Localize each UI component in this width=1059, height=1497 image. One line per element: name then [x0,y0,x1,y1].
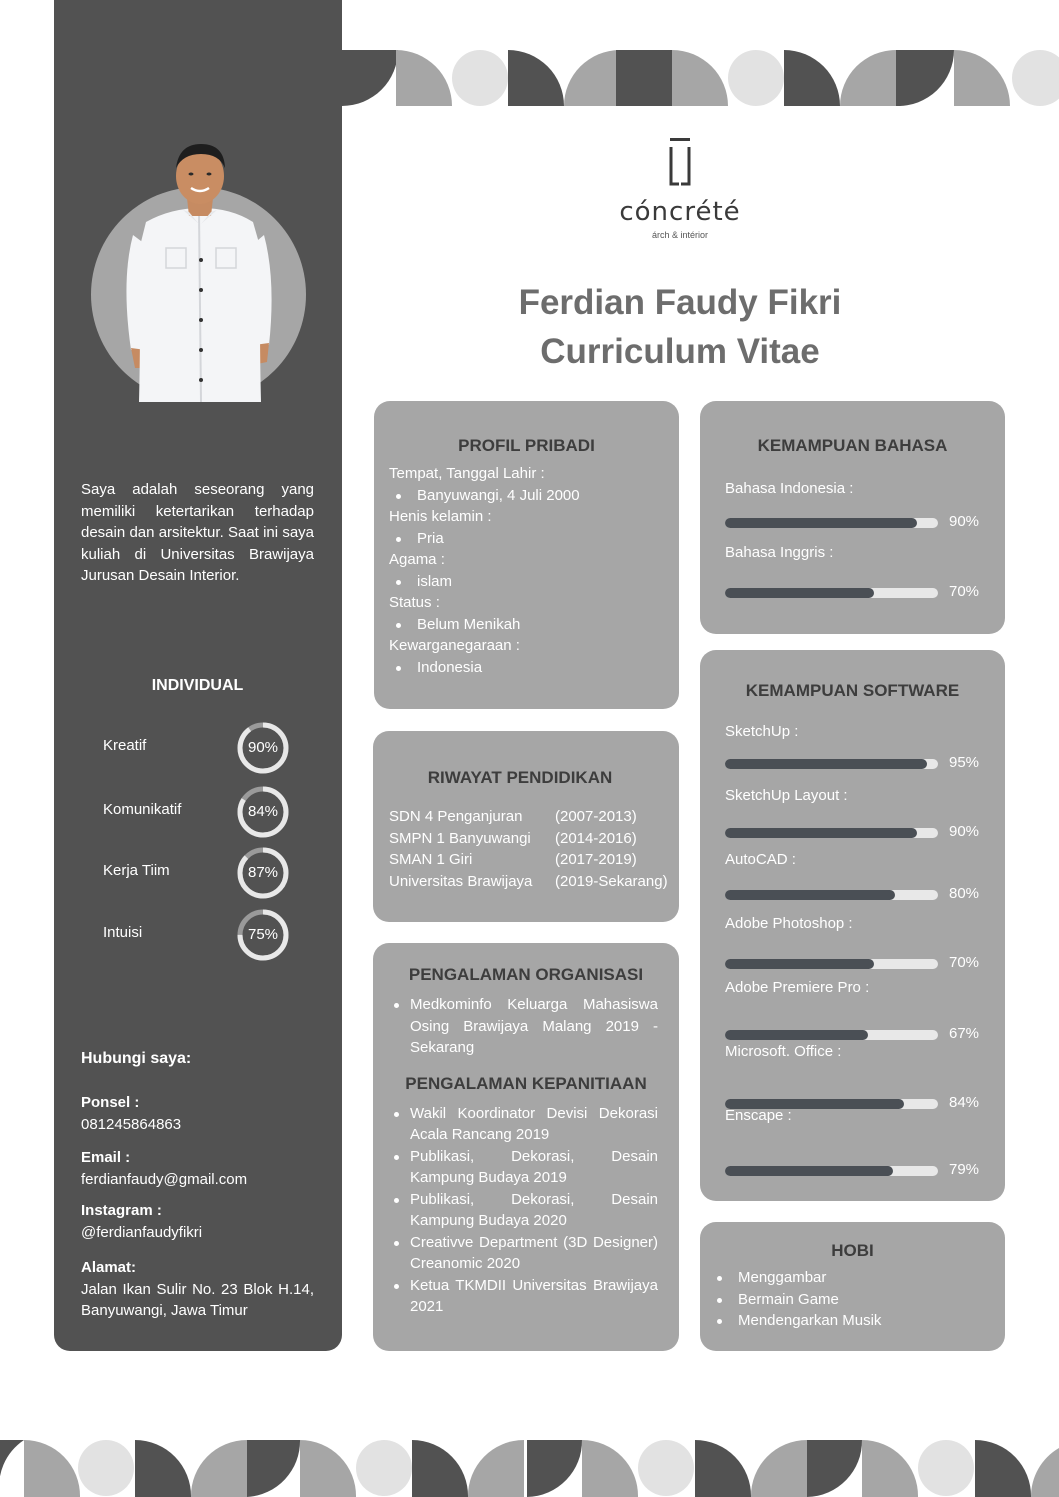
individual-row [103,846,293,900]
contact-email-label: Email : [81,1149,131,1166]
profil-title: PROFIL PRIBADI [458,436,595,455]
bahasa-title: KEMAMPUAN BAHASA [757,436,948,455]
profil-label: Henis kelamin : [389,508,492,525]
contact-email-value: ferdianfaudy@gmail.com [81,1170,248,1188]
school-years: (2007-2013) [555,808,637,825]
contact-address-label: Alamat: [81,1259,137,1276]
skill-percentage: 70% [949,583,980,600]
kepanitiaan-title: PENGALAMAN KEPANITIAAN [405,1073,647,1093]
skill-label: AutoCAD : [725,851,796,868]
pendidikan-row [389,849,679,871]
skill-bar-track [725,828,938,838]
skill-percentage: 80% [949,885,980,902]
contact-address-value: Jalan Ikan Sulir No. 23 Blok H.14, Banyuwangi, Jawa Timur [81,1280,314,1319]
skill-bar-fill [725,518,917,528]
company-logo [590,138,770,240]
card-riwayat-pendidikan [373,731,679,922]
individual-label: Kerja Tiim [103,862,170,879]
individual-value: 75% [247,926,279,943]
skill-bar-track [725,759,938,769]
kepanitiaan-item: Publikasi, Dekorasi, Desain Kampung Budaya 2020 [389,1189,658,1232]
skill-percentage: 79% [949,1161,980,1178]
school-years: (2017-2019) [555,851,637,868]
skill-bar-fill [725,890,895,900]
card-kemampuan-bahasa [700,401,1005,634]
logo-name: cóncrété [619,197,741,227]
pendidikan-title: RIWAYAT PENDIDIKAN [427,768,613,787]
profil-label: Agama : [389,551,445,568]
hobi-item: Mendengarkan Musik [710,1310,1005,1332]
skill-bar-fill [725,959,874,969]
profil-label: Status : [389,594,440,611]
contact-phone-label: Ponsel : [81,1094,140,1111]
skill-bar-track [725,959,938,969]
school-name: Universitas Brawijaya [389,872,533,890]
school-years: (2019-Sekarang) [555,872,668,890]
bottom-decorative-band [0,1440,1059,1497]
profil-value: Pria [389,528,679,550]
skill-label: Bahasa Inggris : [725,544,834,561]
individual-value: 87% [247,864,279,881]
skill-percentage: 90% [949,823,980,840]
card-profil-pribadi [374,401,679,709]
profil-list [389,463,679,678]
skill-bar-track [725,588,938,598]
organisasi-title: PENGALAMAN ORGANISASI [408,965,644,984]
profil-label: Kewarganegaraan : [389,637,520,654]
school-name: SMPN 1 Banyuwangi [389,829,531,847]
skill-label: Adobe Photoshop : [725,915,853,932]
kepanitiaan-list [389,1103,658,1318]
skill-percentage: 70% [949,954,980,971]
individual-label: Intuisi [103,924,143,941]
pendidikan-list [389,806,679,892]
profil-value: Indonesia [389,657,679,679]
pendidikan-row [389,806,679,828]
contact-instagram-label: Instagram : [81,1202,162,1219]
profil-value: Belum Menikah [389,614,679,636]
skill-label: Microsoft. Office : [725,1043,842,1060]
contact-phone [81,1092,314,1135]
profil-value: Banyuwangi, 4 Juli 2000 [389,485,679,507]
skill-bar-track [725,890,938,900]
card-hobi [700,1222,1005,1351]
contact-instagram [81,1200,314,1243]
person-illustration [91,140,306,402]
person-name: Ferdian Faudy Fikri [518,283,842,322]
individual-label: Kreatif [103,737,147,754]
contact-address [81,1257,314,1322]
card-kemampuan-software [700,650,1005,1201]
contact-phone-value: 081245864863 [81,1115,182,1133]
contact-instagram-value: @ferdianfaudyfikri [81,1223,203,1241]
pendidikan-row [389,828,679,850]
skill-label: Adobe Premiere Pro : [725,979,870,996]
skill-bar-fill [725,588,874,598]
school-name: SDN 4 Penganjuran [389,808,523,825]
hobi-item: Bermain Game [710,1289,1005,1311]
logo-mark-icon [667,138,693,186]
skill-bar-track [725,1166,938,1176]
skill-label: SketchUp Layout : [725,787,848,804]
hobi-item: Menggambar [710,1267,1005,1289]
school-name: SMAN 1 Giri [389,851,473,868]
individual-value: 90% [247,739,279,756]
kepanitiaan-item: Publikasi, Dekorasi, Desain Kampung Budaya 2019 [389,1146,658,1189]
software-title: KEMAMPUAN SOFTWARE [745,681,960,700]
skill-bar-track [725,1030,938,1040]
skill-bar-fill [725,1166,893,1176]
skill-label: Bahasa Indonesia : [725,480,854,497]
contact-email [81,1147,314,1190]
top-decorative-band [342,48,1059,106]
skill-bar-fill [725,1030,868,1040]
individual-title: INDIVIDUAL [151,677,244,694]
card-pengalaman [373,943,679,1351]
skill-bar-track [725,518,938,528]
skill-label: SketchUp : [725,723,799,740]
profile-photo [91,140,306,402]
profil-value: islam [389,571,679,593]
skill-label: Enscape : [725,1107,792,1124]
logo-tagline: árch & intérior [651,230,709,240]
kepanitiaan-item: Creativve Department (3D Designer) Creanomic 2020 [389,1232,658,1275]
hobi-title: HOBI [831,1241,874,1260]
bio-text: Saya adalah seseorang yang memiliki ketertarikan terhadap desain dan arsitektur. Saat ini saya kuliah di Universitas Brawijaya Jurusan Desain Interior. [81,481,314,584]
kepanitiaan-item: Ketua TKMDII Universitas Brawijaya 2021 [389,1275,658,1318]
skill-bar-fill [725,828,917,838]
skill-percentage: 84% [949,1094,980,1111]
skill-percentage: 90% [949,513,980,530]
individual-value: 84% [247,803,279,820]
organisasi-list [389,994,658,1059]
organisasi-item: Medkominfo Keluarga Mahasiswa Osing Brawijaya Malang 2019 - Sekarang [389,994,658,1059]
skill-bar-fill [725,759,927,769]
profil-label: Tempat, Tanggal Lahir : [389,465,545,482]
document-subtitle: Curriculum Vitae [540,332,820,371]
individual-row [103,721,293,775]
individual-row [103,785,293,839]
school-years: (2014-2016) [555,829,637,847]
skill-percentage: 67% [949,1025,980,1042]
skill-percentage: 95% [949,754,980,771]
hobi-list [710,1267,1005,1332]
pendidikan-row [389,871,679,893]
individual-label: Komunikatif [103,801,182,818]
contact-title: Hubungi saya: [81,1050,192,1067]
individual-row [103,908,293,962]
kepanitiaan-item: Wakil Koordinator Devisi Dekorasi Acala Rancang 2019 [389,1103,658,1146]
